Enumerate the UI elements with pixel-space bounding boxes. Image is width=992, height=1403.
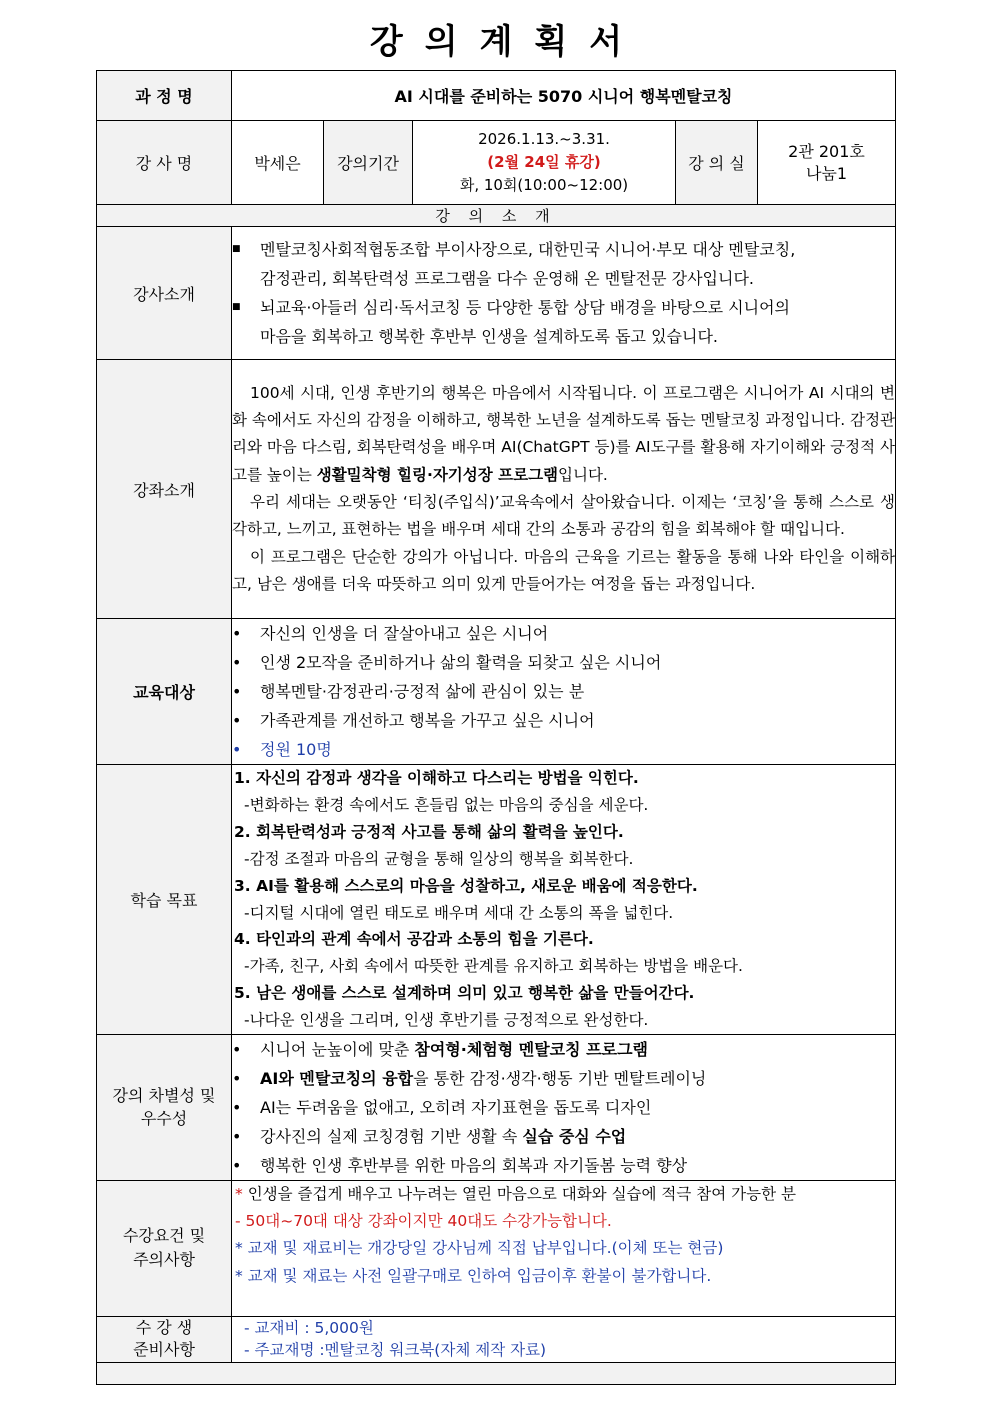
bullet-icon: • [232,624,242,643]
goal-item: 5. 남은 생애를 스스로 설계하며 의미 있고 행복한 삶을 만들어간다. [234,984,695,1003]
list-item: ■ 멘탈코칭사회적협동조합 부이사장으로, 대한민국 시니어·부모 대상 멘탈코칭, [232,235,895,264]
bullet-icon: • [232,740,242,759]
requirement-line: - 50대~70대 대상 강좌이지만 40대도 수강가능합니다. [235,1212,612,1231]
empty-footer-row [97,1362,896,1384]
period-break: (2월 24일 휴강) [487,153,601,171]
strengths-cell [232,1034,896,1180]
asterisk-mark: * [235,1184,243,1203]
requirements-label-cell [97,1180,232,1316]
intro-header: 강 의 소 개 [97,205,896,227]
instructor-label: 강 사 명 [135,154,193,173]
course-value-cell [232,71,896,121]
period-label: 강의기간 [337,154,399,173]
instructor-name-cell [232,121,324,205]
target-cell [232,619,896,765]
room-label-cell [676,121,758,205]
goal-detail: -나다운 인생을 그리며, 인생 후반기를 긍정적으로 완성한다. [244,1011,649,1030]
instructor-label-cell [97,121,232,205]
period-label-cell [324,121,413,205]
list-item: • AI와 멘탈코칭의 융합을 통한 감정·생각·행동 기반 멘탈트레이닝 [232,1064,895,1093]
list-item: • 가족관계를 개선하고 행복을 가꾸고 싶은 시니어 [232,706,895,735]
room-value-cell [758,121,896,205]
goal-item: 3. AI를 활용해 스스로의 마음을 성찰하고, 새로운 배움에 적응한다. [234,876,698,895]
list-item: • 강사진의 실제 코칭경험 기반 생활 속 실습 중심 수업 [232,1122,895,1151]
course-row [97,71,896,121]
room-label: 강 의 실 [688,154,745,173]
strengths-label-cell [97,1034,232,1180]
room-name: 나눔1 [805,163,848,183]
course-intro-paragraph: 이 프로그램은 단순한 강의가 아닙니다. 마음의 근육을 기르는 활동을 통해 나와 타인을 이해하고, 남은 생애를 더욱 따뜻하고 의미 있게 만들어가는 여정을 돕는 과정입니다. [232,547,896,593]
empty-footer-cell [97,1362,896,1384]
list-item: • 행복멘탈·감정관리·긍정적 삶에 관심이 있는 분 [232,677,895,706]
course-label-cell [97,71,232,121]
course-intro-highlight: 생활밀착형 힐링·자기성장 프로그램 [316,465,559,484]
list-item-continued: 마음을 회복하고 행복한 후반부 인생을 설계하도록 돕고 있습니다. [260,327,719,346]
prep-line: - 교재비 : 5,000원 [244,1319,374,1338]
list-item: • 시니어 눈높이에 맞춘 참여형·체험형 멘탈코칭 프로그램 [232,1035,895,1064]
strengths-row [97,1034,896,1180]
goal-detail: -감정 조절과 마음의 균형을 통해 일상의 행복을 회복한다. [244,849,634,868]
bullet-icon: • [232,1039,242,1059]
goal-item: 2. 회복탄력성과 긍정적 사고를 통해 삶의 활력을 높인다. [234,822,624,841]
capacity-item: • 정원 10명 [232,735,895,764]
bullet-icon: • [232,1155,242,1175]
list-item-continued: 감정관리, 회복탄력성 프로그램을 다수 운영해 온 멘탈전문 강사입니다. [260,269,754,288]
instructor-intro-list [232,235,895,351]
prep-label: 수 강 생 [135,1318,193,1338]
page-title: 강의계획서 [369,22,645,62]
prep-label-2: 준비사항 [133,1340,195,1360]
goal-item: 4. 타인과의 관계 속에서 공감과 소통의 힘을 기른다. [234,930,594,949]
list-item: • AI는 두려움을 없애고, 오히려 자기표현을 돕도록 디자인 [232,1093,895,1122]
bullet-icon: • [232,1097,242,1117]
course-intro-label-cell [97,360,232,619]
requirements-label-2: 주의사항 [133,1250,195,1270]
list-item: • 인생 2모작을 준비하거나 삶의 활력을 되찾고 싶은 시니어 [232,648,895,677]
course-intro-paragraph: 우리 세대는 오랫동안 ‘티칭(주입식)’교육속에서 살아왔습니다. 이제는 ‘코칭’을 통해 스스로 생각하고, 느끼고, 표현하는 법을 배우며 세대 간의 소통과 공감의 힘을 회복해야 할 때입니다. [232,493,896,539]
square-bullet-icon: ■ [232,302,241,312]
strengths-list [232,1035,895,1180]
lecture-plan-table [96,70,896,1385]
period-value-cell [413,121,676,205]
instructor-intro-cell [232,227,896,360]
requirements-label: 수강요건 및 [122,1226,206,1246]
requirement-line: * 교재 및 재료비는 개강당일 강사님께 직접 납부입니다.(이체 또는 현금) [235,1239,724,1258]
period-schedule: 화, 10회(10:00~12:00) [459,176,629,194]
goal-item: 1. 자신의 감정과 생각을 이해하고 다스리는 방법을 익힌다. [234,769,639,787]
bullet-icon: • [232,1126,242,1146]
prep-label-cell [97,1316,232,1362]
target-list [232,619,895,764]
bullet-icon: • [232,653,242,672]
course-intro-paragraph: 100세 시대, 인생 후반기의 행복은 마음에서 시작됩니다. 이 프로그램은 시니어가 AI 시대의 변화 속에서도 자신의 감정을 이해하고, 행복한 노년을 설계하도록 돕는 멘탈코칭 과정입니다. 감정관리와 마음 다스림, 회복탄력성을 배우며 AI(ChatGPT 등)를 AI도구를 활용해 자기이해와 긍정적 사고를 높이는 생활밀착형 힐링·자기성장 프로그램입니다. [232,383,896,484]
target-label-cell [97,619,232,765]
bullet-icon: • [232,1068,242,1088]
instructor-intro-row [97,227,896,360]
room-building: 2관 201호 [788,141,865,161]
requirement-line: * 교재 및 재료는 사전 일괄구매로 인하여 입금이후 환불이 불가합니다. [235,1266,712,1285]
goal-detail: -변화하는 환경 속에서도 흔들림 없는 마음의 중심을 세운다. [244,796,649,814]
bullet-icon: • [232,711,242,730]
list-item: • 행복한 인생 후반부를 위한 마음의 회복과 자기돌봄 능력 향상 [232,1151,895,1180]
goals-label-cell [97,765,232,1035]
course-intro-row [97,360,896,619]
strengths-label: 강의 차별성 및 [112,1086,216,1106]
square-bullet-icon: ■ [232,244,241,254]
prep-line: - 주교재명 :멘탈코칭 워크북(자체 제작 자료) [244,1341,547,1360]
course-name: AI 시대를 준비하는 5070 시니어 행복멘탈코칭 [394,87,733,106]
goal-detail: -디지털 시대에 열린 태도로 배우며 세대 간 소통의 폭을 넓힌다. [244,903,674,922]
period-dates: 2026.1.13.~3.31. [478,130,610,148]
instructor-intro-label-cell [97,227,232,360]
bullet-icon: • [232,682,242,701]
target-row [97,619,896,765]
info-row [97,121,896,205]
requirements-row [97,1180,896,1316]
goals-label: 학습 목표 [130,890,198,910]
course-label: 과 정 명 [135,87,193,106]
prep-cell [232,1316,896,1362]
list-item: ■ 뇌교육·아들러 심리·독서코칭 등 다양한 통합 상담 배경을 바탕으로 시니어의 [232,293,895,322]
intro-header-row [97,205,896,227]
course-intro-cell [232,360,896,619]
instructor-intro-label: 강사소개 [133,284,195,304]
strengths-label-2: 우수성 [140,1109,188,1129]
target-label: 교육대상 [133,683,195,702]
instructor-name: 박세은 [254,154,301,173]
requirement-line: * 인생을 즐겁게 배우고 나누려는 열린 마음으로 대화와 실습에 적극 참여 가능한 분 [235,1184,796,1203]
prep-row [97,1316,896,1362]
goals-row [97,765,896,1035]
requirements-cell [232,1180,896,1316]
list-item: • 자신의 인생을 더 잘살아내고 싶은 시니어 [232,619,895,648]
course-intro-label: 강좌소개 [133,480,195,500]
goals-cell [232,765,896,1035]
goal-detail: -가족, 친구, 사회 속에서 따뜻한 관계를 유지하고 회복하는 방법을 배운다. [244,957,743,976]
